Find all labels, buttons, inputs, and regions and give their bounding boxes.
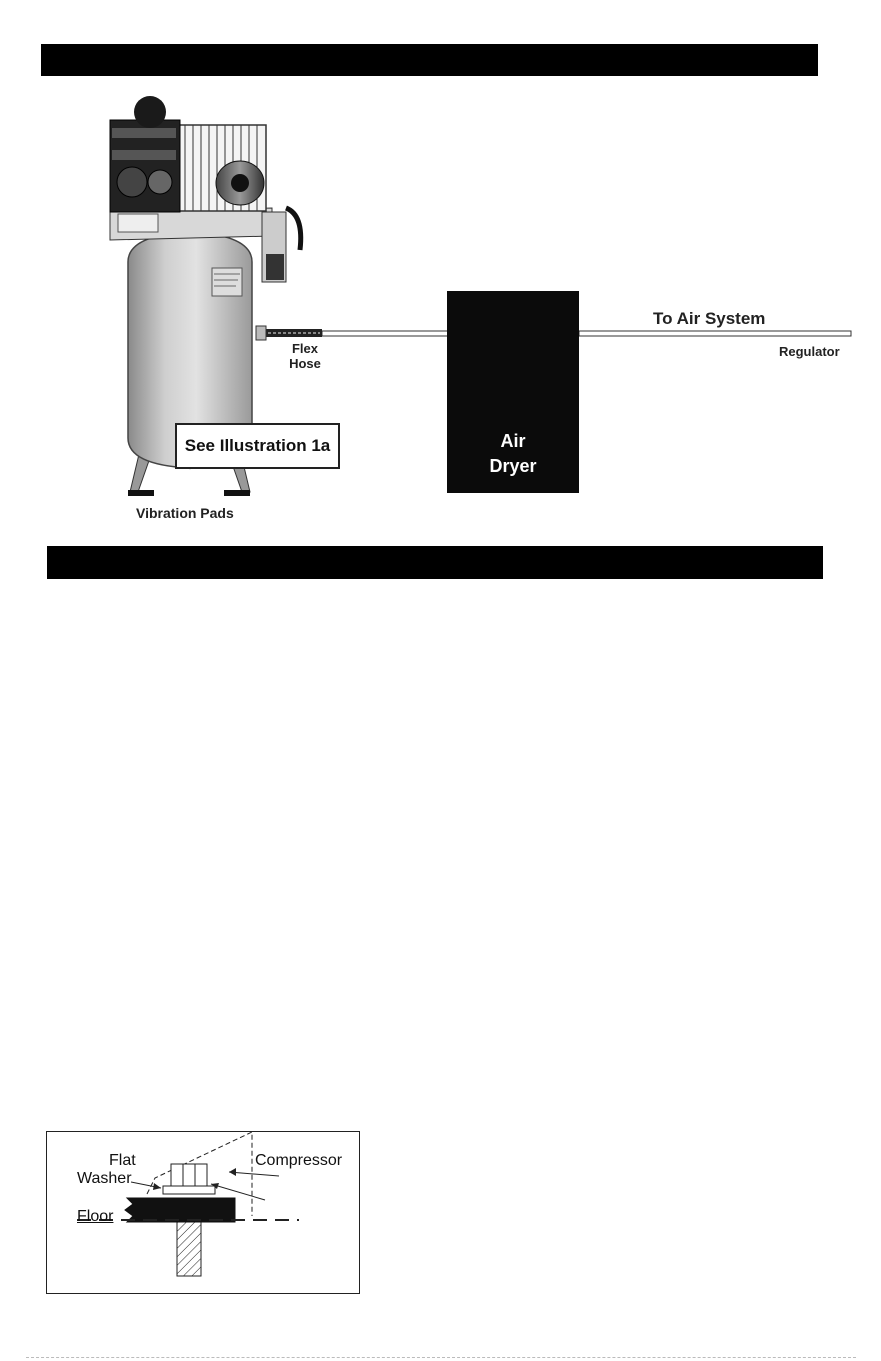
- air-system-label: To Air System: [653, 309, 766, 328]
- pipe-to-dryer: [322, 331, 448, 336]
- bolt-nut: [171, 1164, 207, 1186]
- compressor-pump: [110, 96, 180, 212]
- vibration-pad-right: [224, 490, 250, 496]
- compressor-label: Compressor: [255, 1152, 343, 1169]
- flat-label: Flat: [109, 1152, 136, 1169]
- flex-hose-label-line1: Flex: [291, 341, 318, 356]
- vibration-pads-label: Vibration Pads: [136, 505, 234, 521]
- air-dryer-label-line2: Dryer: [489, 456, 537, 476]
- flex-hose: [266, 329, 322, 337]
- vibration-pad-left: [128, 490, 154, 496]
- pipe-to-air-system: [579, 331, 851, 336]
- flex-hose-label-line2: Hose: [289, 356, 321, 371]
- floor-slab: [125, 1198, 235, 1222]
- electric-motor: [216, 161, 264, 205]
- anchor-bolt-shank: [177, 1220, 201, 1276]
- flex-hose-label: [278, 341, 332, 371]
- illustration-1a-inset: [46, 1131, 360, 1294]
- section-header-bar-bottom: [47, 546, 823, 579]
- illustration-reference-box: [175, 423, 340, 469]
- flat-washer: [163, 1186, 215, 1194]
- air-dryer-box: [447, 291, 579, 493]
- compressor-leader: [229, 1172, 279, 1176]
- illustration-reference-text: See Illustration 1a: [184, 436, 331, 455]
- regulator-label: Regulator: [779, 344, 840, 359]
- tank-label-plate: [212, 268, 242, 296]
- outlet-valve: [256, 326, 266, 340]
- compressor-illustration: [0, 0, 881, 545]
- control-panel: [118, 214, 158, 232]
- washer-label: Washer: [77, 1170, 132, 1187]
- floor-label: Floor: [77, 1208, 114, 1225]
- air-dryer-label-line1: Air: [500, 431, 526, 451]
- page-bottom-rule: [26, 1357, 856, 1359]
